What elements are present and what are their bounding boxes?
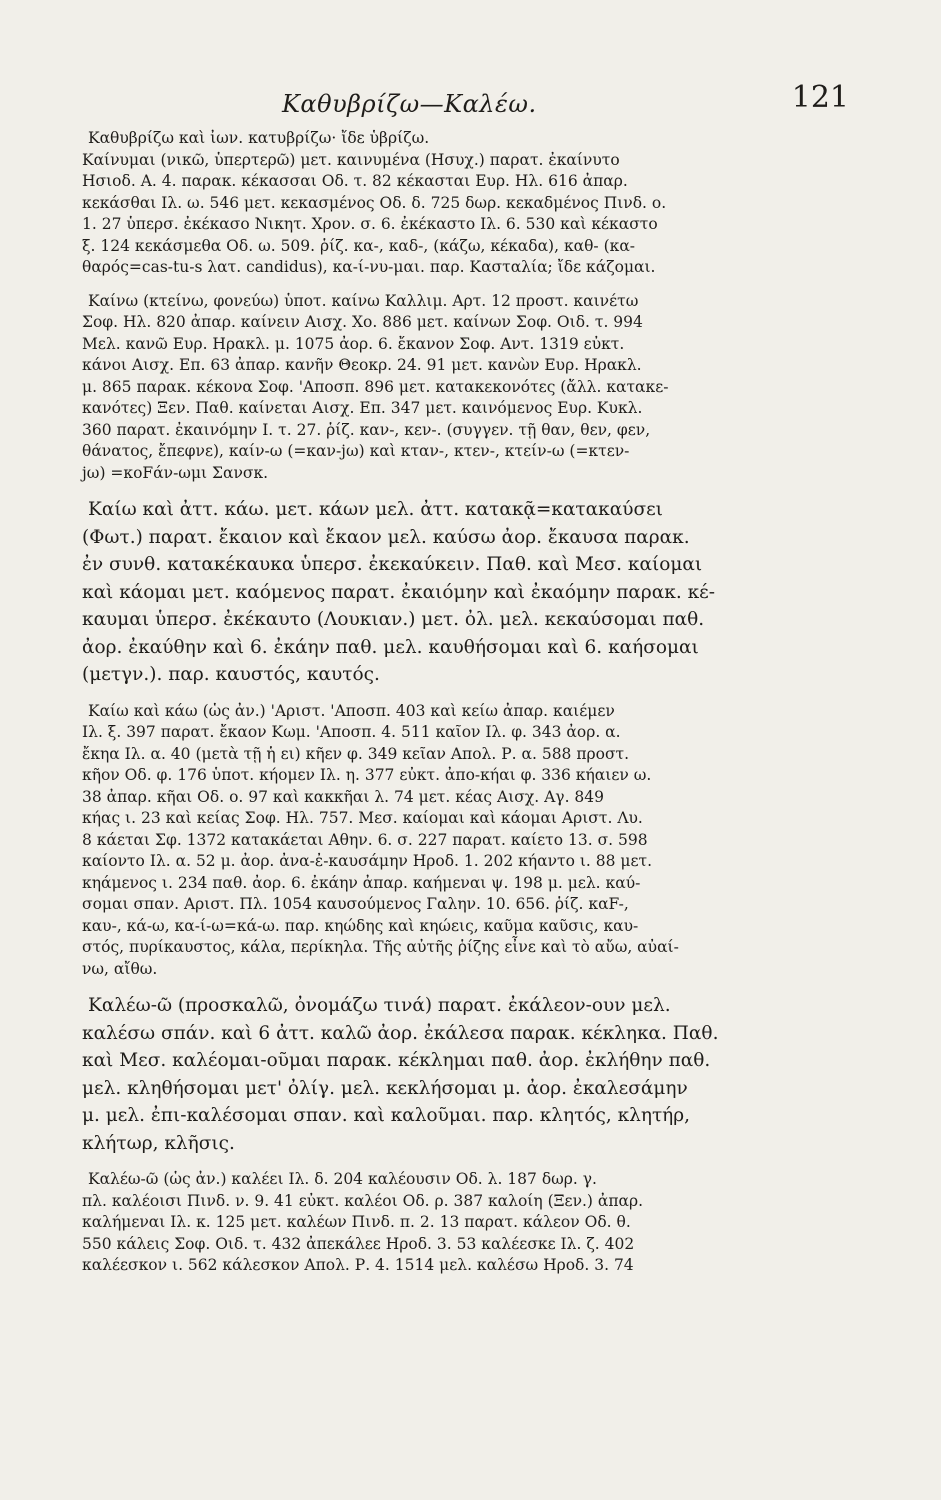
entry-line: κηάμενος ι. 234 παθ. ἀορ. 6. ἐκάην ἀπαρ. καήμεναι ψ. 198 μ. μελ. καύ- [82, 873, 641, 892]
entry-line: Καίω καὶ ἀττ. κάω. μετ. κάων μελ. ἀττ. κατακᾷ=κατακαύσει [88, 499, 663, 520]
dictionary-entries [82, 128, 849, 1277]
entry-line: (Φωτ.) παρατ. ἔκαιον καὶ ἔκαον μελ. καύσω ἀορ. ἔκαυσα παρακ. [82, 526, 690, 548]
entry-line: καλέσω σπάν. καὶ 6 ἀττ. καλῶ ἀορ. ἐκάλεσα παρακ. κέκληκα. Παθ. [82, 1022, 719, 1044]
entry-line: ξ. 124 κεκάσμεθα Οδ. ω. 509. ῥίζ. κα-, καδ-, (κάζω, κέκαδα), καθ- (κα- [82, 236, 636, 255]
entry-line: Καίνυμαι (νικῶ, ὑπερτερῶ) μετ. καινυμένα (Ησυχ.) παρατ. ἐκαίνυτο [82, 150, 620, 169]
entry-line: κεκάσθαι Ιλ. ω. 546 μετ. κεκασμένος Οδ. δ. 725 δωρ. κεκαδμένος Πινδ. ο. [82, 193, 667, 212]
entry-line: Καίω καὶ κάω (ὡς ἀν.) 'Αριστ. 'Αποσπ. 403 καὶ κείω ἀπαρ. καιέμεν [88, 701, 615, 720]
dictionary-entry [82, 992, 849, 1157]
entry-line: ἀορ. ἐκαύθην καὶ 6. ἐκάην παθ. μελ. καυθήσομαι καὶ 6. καήσομαι [82, 636, 699, 658]
entry-line: Ιλ. ξ. 397 παρατ. ἔκαον Κωμ. 'Αποσπ. 4. 511 καῖον Ιλ. φ. 343 ἀορ. α. [82, 723, 621, 741]
entry-line: ἐν συνθ. κατακέκαυκα ὑπερσ. ἐκεκαύκειν. Παθ. καὶ Μεσ. καίομαι [82, 554, 703, 575]
entry-line: καὶ Μεσ. καλέομαι-οῦμαι παρακ. κέκλημαι παθ. ἀορ. ἐκλήθην παθ. [82, 1050, 711, 1071]
entry-line: 550 κάλεις Σοφ. Οιδ. τ. 432 ἀπεκάλεε Ηροδ. 3. 53 καλέεσκε Ιλ. ζ. 402 [82, 1234, 635, 1253]
entry-line: μ. 865 παρακ. κέκονα Σοφ. 'Αποσπ. 896 μετ. κατακεκονότες (ἄλλ. κατακε- [82, 377, 669, 396]
dictionary-entry [82, 291, 849, 485]
entry-line: κῆον Οδ. φ. 176 ὑποτ. κήομεν Ιλ. η. 377 εὐκτ. ἀπο-κήαι φ. 336 κήαιεν ω. [82, 766, 652, 784]
entry-line: κανότες) Ξεν. Παθ. καίνεται Αισχ. Επ. 347 μετ. καινόμενος Ευρ. Κυκλ. [82, 399, 643, 417]
entry-line: Καλέω-ῶ (ὡς ἀν.) καλέει Ιλ. δ. 204 καλέουσιν Οδ. λ. 187 δωρ. γ. [88, 1170, 597, 1188]
entry-line: ἔκηα Ιλ. α. 40 (μετὰ τῇ ἡ ει) κῆεν φ. 349 κεῖαν Απολ. Ρ. α. 588 προστ. [82, 744, 630, 763]
entry-line: jω) =κοFάν-ωμι Σανσκ. [82, 463, 269, 482]
entry-line: θάνατος, ἔπεφνε), καίν-ω (=καν-jω) καὶ κταν-, κτεν-, κτείν-ω (=κτεν- [82, 442, 630, 460]
entry-line: Καθυβρίζω καὶ ἰων. κατυβρίζω· ἴδε ὑβρίζω. [88, 129, 430, 147]
entry-line: κλήτωρ, κλῆσις. [82, 1132, 235, 1154]
entry-line: καὶ κάομαι μετ. καόμενος παρατ. ἐκαιόμην καὶ ἐκαόμην παρακ. κέ- [82, 581, 715, 603]
entry-line: Καίνω (κτείνω, φονεύω) ὑποτ. καίνω Καλλιμ. Αρτ. 12 προστ. καινέτω [88, 291, 639, 310]
entry-line: Σοφ. Ηλ. 820 ἀπαρ. καίνειν Αισχ. Χο. 886 μετ. καίνων Σοφ. Οιδ. τ. 994 [82, 313, 643, 331]
entry-line: θαρός=cas-tu-s λατ. candidus), κα-ί-νυ-μαι. παρ. Κασταλία; ἴδε κάζομαι. [82, 258, 656, 276]
dictionary-entry [82, 1169, 849, 1277]
entry-line: Ησιοδ. Α. 4. παρακ. κέκασσαι Οδ. τ. 82 κέκασται Ευρ. Ηλ. 616 ἀπαρ. [82, 172, 628, 190]
entry-line: σομαι σπαν. Αριστ. Πλ. 1054 καυσούμενος Γαλην. 10. 656. ῥίζ. καF-, [82, 895, 629, 913]
entry-line: μ. μελ. ἐπι-καλέσομαι σπαν. καὶ καλοῦμαι. παρ. κλητός, κλητήρ, [82, 1105, 691, 1126]
entry-line: καίοντο Ιλ. α. 52 μ. ἀορ. ἀνα-ἐ-καυσάμην Ηροδ. 1. 202 κήαντο ι. 88 μετ. [82, 852, 653, 870]
entry-line: Καλέω-ῶ (προσκαλῶ, ὀνομάζω τινά) παρατ. ἐκάλεον-ουν μελ. [88, 995, 671, 1016]
entry-line: καυμαι ὑπερσ. ἐκέκαυτο (Λουκιαν.) μετ. ὀλ. μελ. κεκαύσομαι παθ. [82, 609, 705, 630]
entry-line: στός, πυρίκαυστος, κάλα, περίκηλα. Τῆς αὐτῆς ῥίζης εἶνε καὶ τὸ αὔω, αὐαί- [82, 938, 679, 956]
entry-line: καλήμεναι Ιλ. κ. 125 μετ. καλέων Πινδ. π. 2. 13 παρατ. κάλεον Οδ. θ. [82, 1213, 631, 1231]
entry-line: (μετγν.). παρ. καυστός, καυτός. [82, 664, 380, 685]
dictionary-entry [82, 701, 849, 981]
entry-line: Μελ. κανῶ Ευρ. Ηρακλ. μ. 1075 ἀορ. 6. ἔκανον Σοφ. Αντ. 1319 εὐκτ. [82, 334, 625, 353]
dictionary-entry [82, 496, 849, 689]
entry-line: πλ. καλέοισι Πινδ. ν. 9. 41 εὐκτ. καλέοι Οδ. ρ. 387 καλοίη (Ξεν.) ἀπαρ. [82, 1191, 644, 1210]
dictionary-entry [82, 128, 849, 279]
entry-line: 8 κάεται Σφ. 1372 κατακάεται Αθην. 6. σ. 227 παρατ. καίετο 13. σ. 598 [82, 830, 648, 849]
page-number: 121 [791, 80, 849, 115]
page-header [82, 70, 849, 118]
entry-line: καυ-, κά-ω, κα-ί-ω=κά-ω. παρ. κηώδης καὶ κηώεις, καῦμα καῦσις, καυ- [82, 916, 639, 935]
entry-line: κάνοι Αισχ. Επ. 63 ἀπαρ. κανῆν Θεοκρ. 24. 91 μετ. κανὼν Ευρ. Ηρακλ. [82, 356, 642, 374]
running-title: Καθυβρίζω—Καλέω. [282, 90, 537, 118]
entry-line: 1. 27 ὑπερσ. ἐκέκασο Νικητ. Χρον. σ. 6. ἐκέκαστο Ιλ. 6. 530 καὶ κέκαστο [82, 215, 658, 233]
entry-line: μελ. κληθήσομαι μετ' ὀλίγ. μελ. κεκλήσομαι μ. ἀορ. ἐκαλεσάμην [82, 1077, 688, 1099]
entry-line: 38 ἀπαρ. κῆαι Οδ. ο. 97 καὶ κακκῆαι λ. 74 μετ. κέας Αισχ. Αγ. 849 [82, 787, 605, 806]
entry-line: νω, αἴθω. [82, 959, 158, 978]
entry-line: κήας ι. 23 καὶ κείας Σοφ. Ηλ. 757. Μεσ. καίομαι καὶ κάομαι Αριστ. Λυ. [82, 809, 643, 827]
entry-line: καλέεσκον ι. 562 κάλεσκον Απολ. Ρ. 4. 1514 μελ. καλέσω Ηροδ. 3. 74 [82, 1256, 634, 1274]
entry-line: 360 παρατ. ἐκαινόμην Ι. τ. 27. ῥίζ. καν-, κεν-. (συγγεν. τῇ θαν, θεν, φεν, [82, 420, 651, 439]
